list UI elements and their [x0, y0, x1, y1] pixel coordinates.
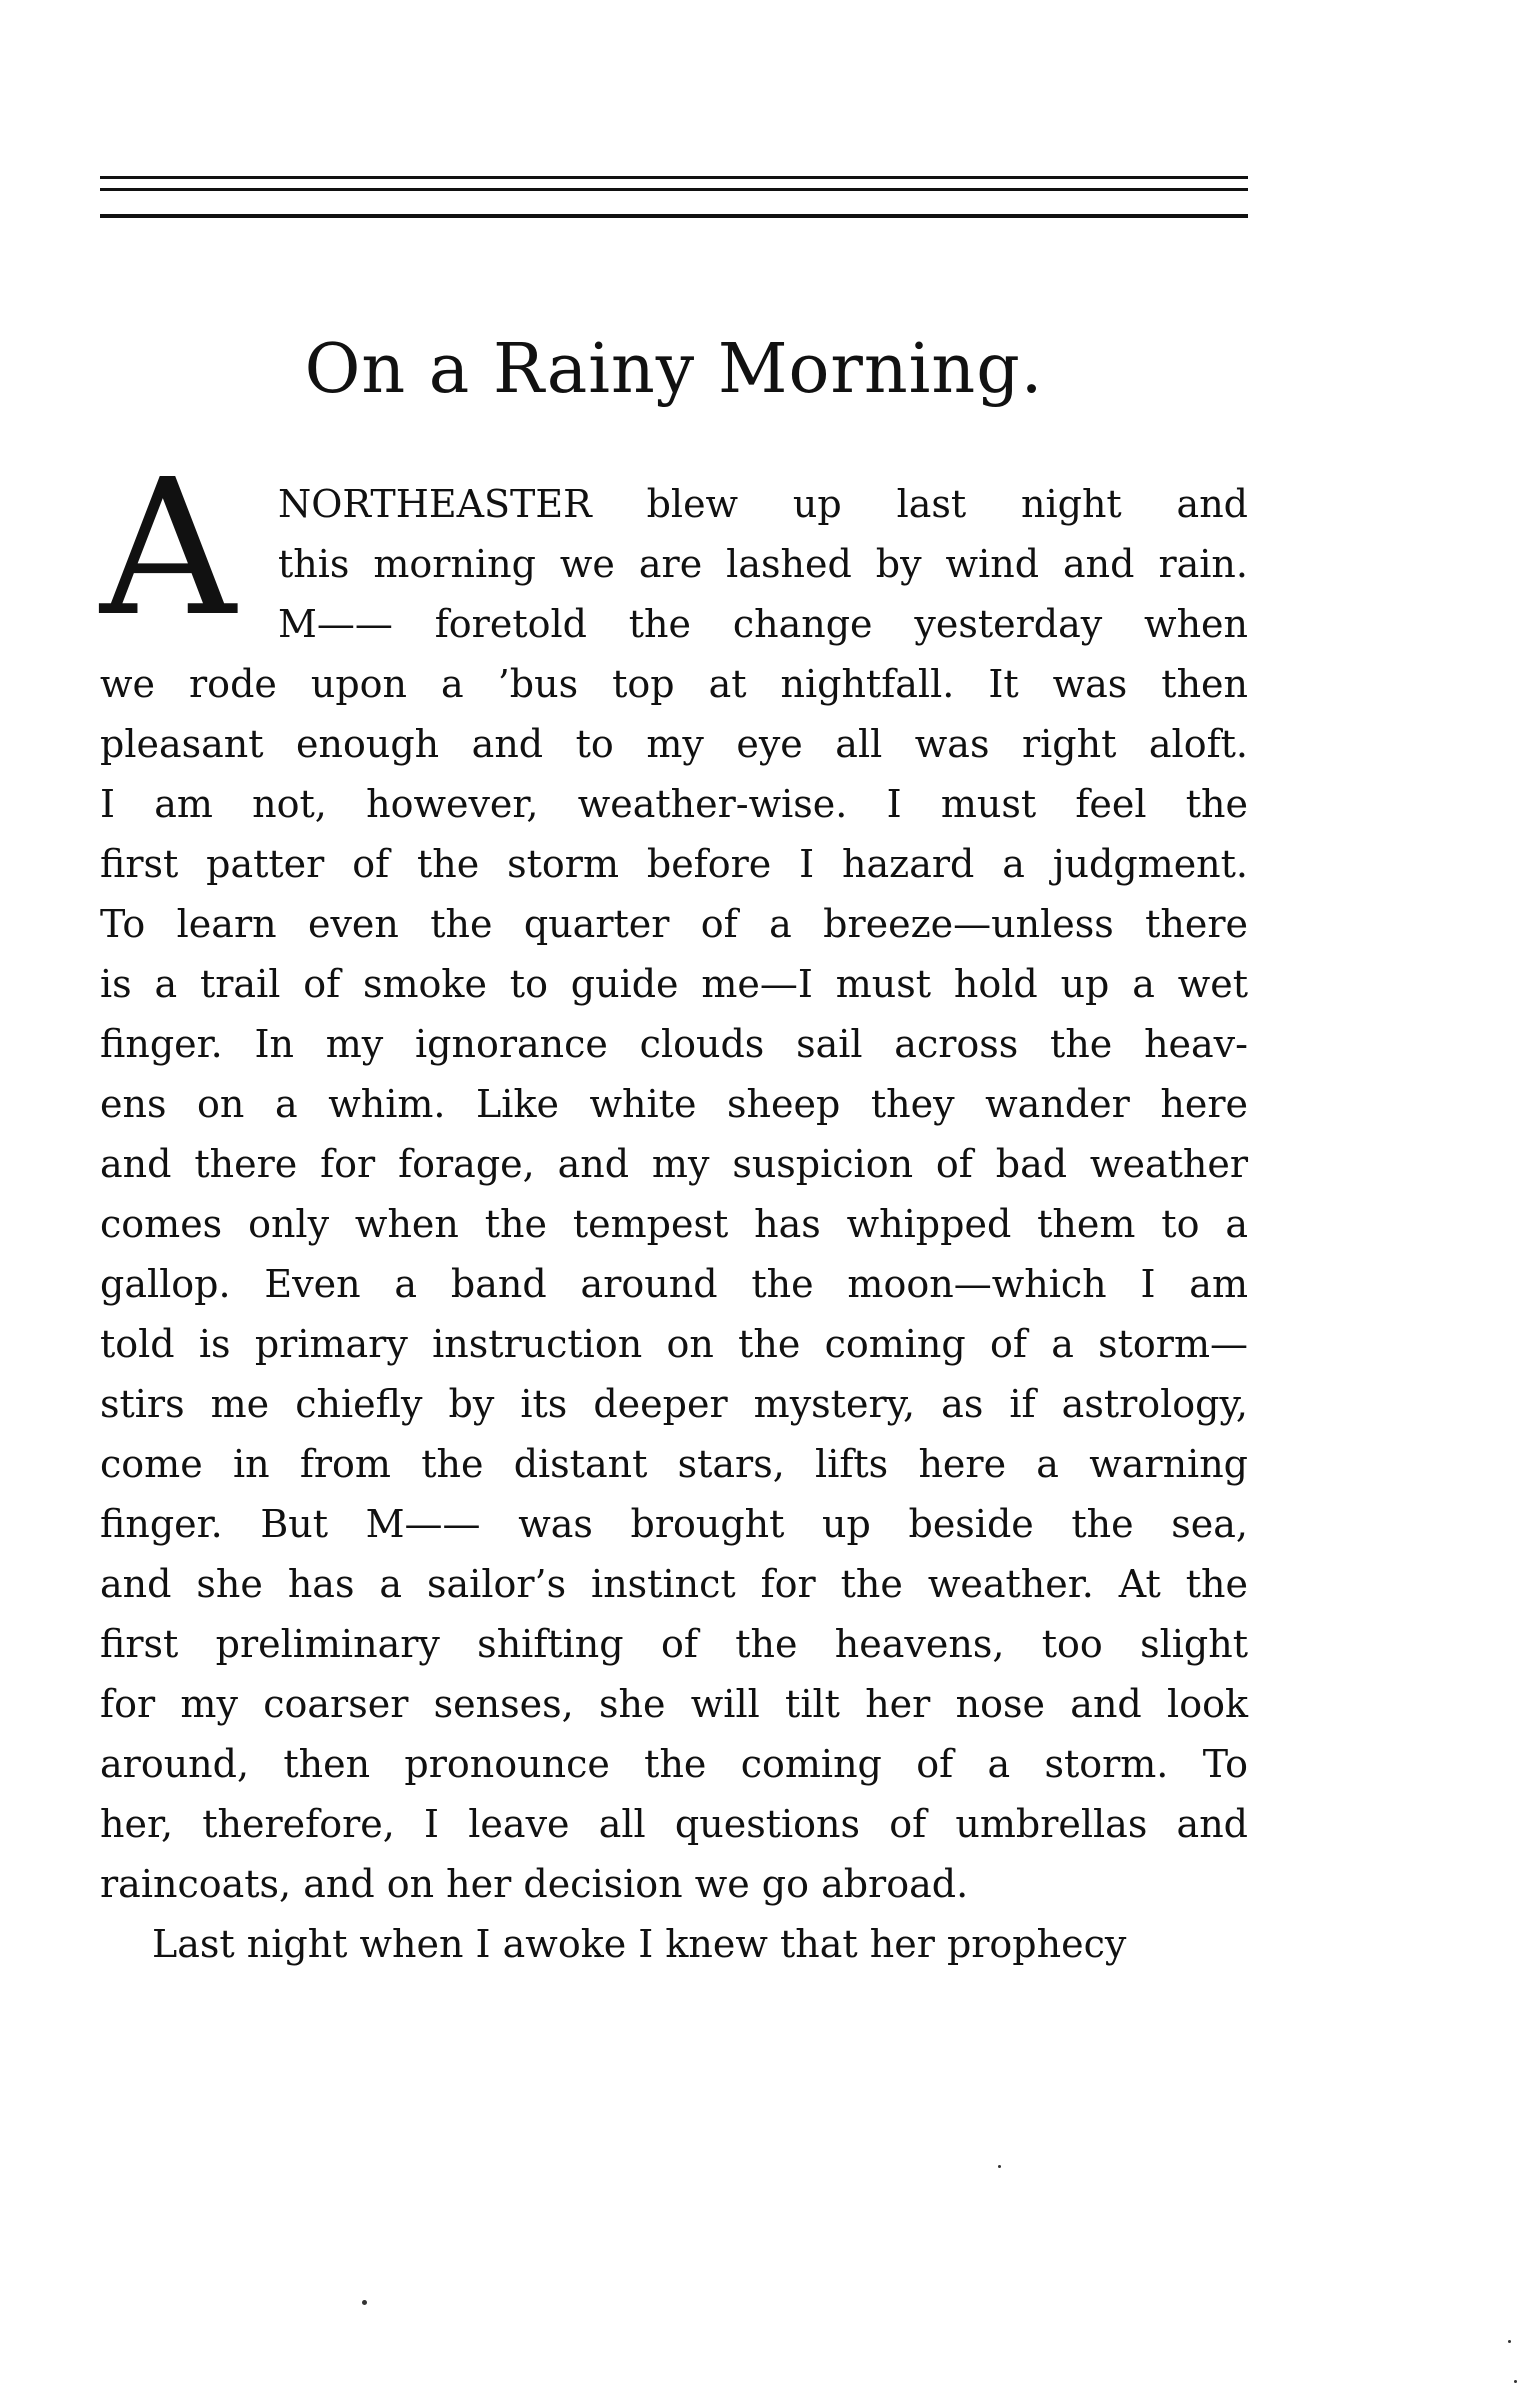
- text-line: we rode upon a ’bus top at nightfall. It was then: [100, 662, 1248, 706]
- text-line: finger. But M—— was brought up beside the sea,: [100, 1502, 1248, 1546]
- text-line: her, therefore, I leave all questions of umbrellas and: [100, 1802, 1248, 1846]
- text-line: raincoats, and on her decision we go abroad.: [100, 1862, 969, 1906]
- text-line: gallop. Even a band around the moon—which I am: [100, 1262, 1248, 1306]
- scan-speck: [998, 2165, 1001, 2168]
- text-line: To learn even the quarter of a breeze—unless there: [100, 902, 1248, 946]
- text-line: comes only when the tempest has whipped them to a: [100, 1202, 1248, 1246]
- text-line: ens on a whim. Like white sheep they wander here: [100, 1082, 1248, 1126]
- text-line: told is primary instruction on the coming of a storm—: [100, 1322, 1248, 1366]
- chapter-title: On a Rainy Morning.: [304, 330, 1044, 409]
- text-line: around, then pronounce the coming of a storm. To: [100, 1742, 1248, 1786]
- text-line: pleasant enough and to my eye all was right aloft.: [100, 722, 1248, 766]
- text-line: NORTHEASTER blew up last night and: [278, 482, 1248, 526]
- text-line: is a trail of smoke to guide me—I must hold up a wet: [100, 962, 1248, 1006]
- text-line: for my coarser senses, she will tilt her nose and look: [100, 1682, 1248, 1726]
- scan-speck: [1508, 2340, 1511, 2343]
- text-line: come in from the distant stars, lifts here a warning: [100, 1442, 1248, 1486]
- text-line: this morning we are lashed by wind and rain.: [278, 542, 1248, 586]
- header-rule-top: [100, 176, 1248, 179]
- drop-cap: A: [100, 439, 236, 658]
- text-line: and she has a sailor’s instinct for the weather. At the: [100, 1562, 1248, 1606]
- scan-speck: [1514, 2380, 1517, 2383]
- text-line: M—— foretold the change yesterday when: [278, 602, 1248, 646]
- text-line: I am not, however, weather-wise. I must feel the: [100, 782, 1248, 826]
- text-line: first patter of the storm before I hazard a judgment.: [100, 842, 1248, 886]
- text-line: and there for forage, and my suspicion of bad weather: [100, 1142, 1248, 1186]
- text-line: Last night when I awoke I knew that her prophecy: [152, 1922, 1127, 1966]
- text-line: finger. In my ignorance clouds sail across the heav-: [100, 1022, 1248, 1066]
- header-rule-middle: [100, 188, 1248, 191]
- text-line: stirs me chiefly by its deeper mystery, as if astrology,: [100, 1382, 1248, 1426]
- scan-speck: [362, 2300, 367, 2305]
- text-line: first preliminary shifting of the heavens, too slight: [100, 1622, 1248, 1666]
- header-rule-bottom: [100, 214, 1248, 218]
